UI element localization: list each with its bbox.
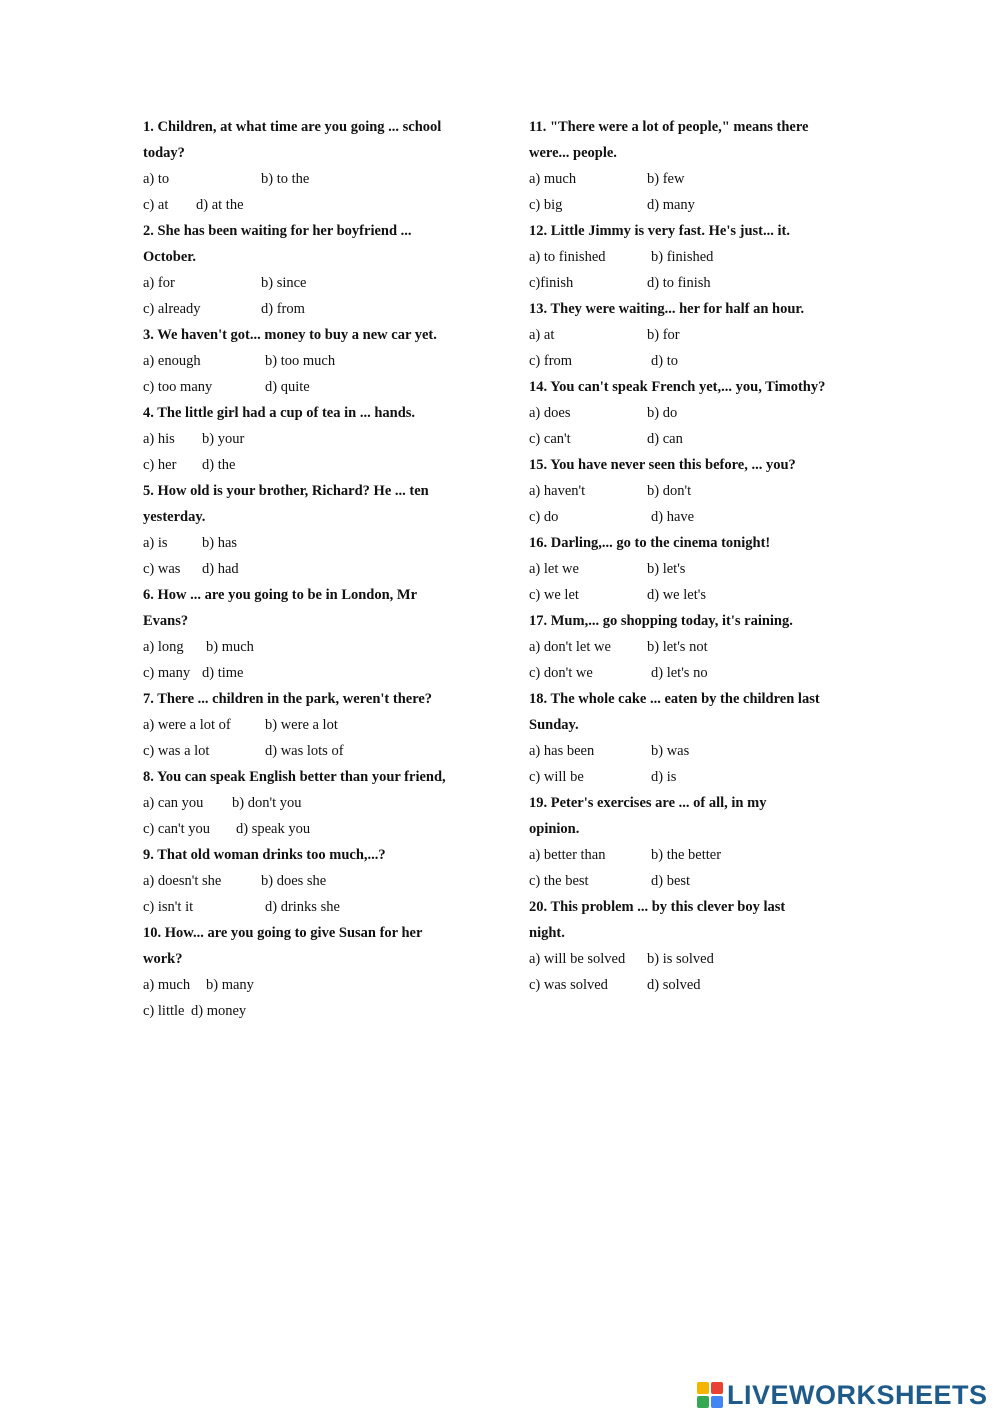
option-row [143, 998, 483, 1024]
option-row [143, 166, 483, 192]
option-row [529, 660, 859, 686]
answer-option[interactable]: c) was solved [529, 977, 608, 993]
answer-option[interactable]: c) was [143, 561, 181, 577]
answer-option[interactable]: d) is [651, 769, 677, 785]
option-row [529, 842, 859, 868]
answer-option[interactable]: a) does [529, 405, 571, 421]
answer-option[interactable]: a) will be solved [529, 951, 626, 967]
answer-option[interactable]: c) little [143, 1003, 185, 1019]
option-row [143, 634, 483, 660]
answer-option[interactable]: b) let's not [647, 639, 708, 655]
answer-option[interactable]: a) haven't [529, 483, 586, 499]
question-text: 9. That old woman drinks too much,...? [143, 847, 386, 863]
answer-option[interactable]: c) too many [143, 379, 213, 395]
answer-option[interactable]: d) solved [647, 977, 701, 993]
question-text: 15. You have never seen this before, ... you? [529, 457, 796, 473]
option-row [529, 634, 859, 660]
question-text: 13. They were waiting... her for half an hour. [529, 301, 805, 317]
option-row [143, 192, 483, 218]
option-row [143, 712, 483, 738]
answer-option[interactable]: a) much [143, 977, 191, 993]
question-text: 7. There ... children in the park, weren't there? [143, 691, 433, 707]
answer-option[interactable]: c) do [529, 509, 559, 525]
question-text: 6. How ... are you going to be in London, Mr [143, 587, 418, 603]
question-text: 18. The whole cake ... eaten by the children last [529, 691, 820, 707]
watermark-text: LIVEWORKSHEETS [727, 1379, 988, 1410]
answer-option[interactable]: d) time [202, 665, 244, 681]
question-text: 3. We haven't got... money to buy a new car yet. [143, 327, 437, 343]
answer-option[interactable]: a) his [143, 431, 175, 447]
option-row [143, 738, 483, 764]
answer-option[interactable]: a) to finished [529, 249, 606, 265]
answer-option[interactable]: c) at [143, 197, 169, 213]
answer-option[interactable]: c) will be [529, 769, 584, 785]
answer-option[interactable]: a) don't let we [529, 639, 611, 655]
question-text: yesterday. [143, 509, 206, 525]
answer-option[interactable]: c) her [143, 457, 177, 473]
answer-option[interactable]: a) at [529, 327, 555, 343]
answer-option[interactable]: b) much [206, 639, 254, 655]
answer-option[interactable]: b) finished [651, 249, 714, 265]
question-text: were... people. [529, 145, 617, 161]
answer-option[interactable]: a) better than [529, 847, 606, 863]
answer-option[interactable]: d) was lots of [265, 743, 344, 759]
question-text: today? [143, 145, 185, 161]
option-row [529, 192, 859, 218]
option-row [143, 972, 483, 998]
question-text: 19. Peter's exercises are ... of all, in my [529, 795, 767, 811]
answer-option[interactable]: b) has [202, 535, 238, 551]
answer-option[interactable]: d) we let's [647, 587, 706, 603]
question-text: 16. Darling,... go to the cinema tonight! [529, 535, 771, 551]
answer-option[interactable]: d) the [202, 457, 236, 473]
answer-option[interactable]: b) don't you [232, 795, 302, 811]
liveworksheets-watermark [697, 1378, 988, 1412]
option-row [143, 270, 483, 296]
question-text: 5. How old is your brother, Richard? He ... ten [143, 483, 429, 499]
answer-option[interactable]: d) have [651, 509, 695, 525]
question-text: work? [143, 951, 183, 967]
answer-option[interactable]: d) can [647, 431, 683, 447]
option-row [143, 816, 483, 842]
answer-option[interactable]: d) many [647, 197, 695, 213]
option-row [529, 166, 859, 192]
answer-option[interactable]: b) let's [647, 561, 686, 577]
option-row [529, 738, 859, 764]
answer-option[interactable]: a) much [529, 171, 577, 187]
right-column [529, 114, 859, 998]
option-row [529, 972, 859, 998]
question-text: Sunday. [529, 717, 579, 733]
question-text: 11. "There were a lot of people," means there [529, 119, 809, 135]
question-text: 10. How... are you going to give Susan for her [143, 925, 423, 941]
option-row [143, 894, 483, 920]
option-row [143, 296, 483, 322]
answer-option[interactable]: c) can't you [143, 821, 211, 837]
option-row [529, 426, 859, 452]
option-row [143, 348, 483, 374]
answer-option[interactable]: d) speak you [236, 821, 311, 837]
answer-option[interactable]: c) big [529, 197, 563, 213]
option-row [143, 530, 483, 556]
question-text: 20. This problem ... by this clever boy last [529, 899, 786, 915]
option-row [143, 660, 483, 686]
option-row [143, 790, 483, 816]
option-row [529, 400, 859, 426]
question-text: opinion. [529, 821, 580, 837]
answer-option[interactable]: a) to [143, 171, 170, 187]
option-row [529, 478, 859, 504]
answer-option[interactable]: d) from [261, 301, 305, 317]
option-row [529, 582, 859, 608]
answer-option[interactable]: b) does she [261, 873, 327, 889]
answer-option[interactable]: b) to the [261, 171, 310, 187]
option-row [529, 270, 859, 296]
answer-option[interactable]: b) for [647, 327, 680, 343]
answer-option[interactable]: b) the better [651, 847, 722, 863]
answer-option[interactable]: b) do [647, 405, 678, 421]
answer-option[interactable]: a) is [143, 535, 168, 551]
option-row [529, 322, 859, 348]
question-text: 8. You can speak English better than your friend, [143, 769, 446, 785]
answer-option[interactable]: b) since [261, 275, 307, 291]
answer-option[interactable]: c) many [143, 665, 191, 681]
answer-option[interactable]: d) best [651, 873, 691, 889]
liveworksheets-logo-icon [697, 1382, 723, 1408]
answer-option[interactable]: a) can you [143, 795, 204, 811]
answer-option[interactable]: d) at the [196, 197, 244, 213]
question-text: Evans? [143, 613, 189, 629]
answer-option[interactable]: b) was [651, 743, 690, 759]
option-row [529, 868, 859, 894]
option-row [143, 374, 483, 400]
answer-option[interactable]: c) already [143, 301, 201, 317]
answer-option[interactable]: b) your [202, 431, 245, 447]
answer-option[interactable]: c) don't we [529, 665, 593, 681]
answer-option[interactable]: c)finish [529, 275, 574, 291]
answer-option[interactable]: b) few [647, 171, 685, 187]
option-row [529, 348, 859, 374]
left-column [143, 114, 483, 1024]
question-text: night. [529, 925, 565, 941]
answer-option[interactable]: b) don't [647, 483, 692, 499]
answer-option[interactable]: d) drinks she [265, 899, 340, 915]
option-row [143, 868, 483, 894]
answer-option[interactable]: a) long [143, 639, 184, 655]
answer-option[interactable]: b) were a lot [265, 717, 338, 733]
question-text: 1. Children, at what time are you going ... school [143, 119, 442, 135]
answer-option[interactable]: d) let's no [651, 665, 708, 681]
question-text: October. [143, 249, 197, 265]
question-text: 14. You can't speak French yet,... you, Timothy? [529, 379, 826, 395]
question-text: 17. Mum,... go shopping today, it's raining. [529, 613, 793, 629]
option-row [529, 556, 859, 582]
answer-option[interactable]: d) to [651, 353, 678, 369]
question-text: 4. The little girl had a cup of tea in ... hands. [143, 405, 416, 421]
option-row [529, 504, 859, 530]
answer-option[interactable]: a) were a lot of [143, 717, 231, 733]
answer-option[interactable]: c) the best [529, 873, 589, 889]
answer-option[interactable]: a) let we [529, 561, 579, 577]
answer-option[interactable]: b) too much [265, 353, 336, 369]
answer-option[interactable]: b) is solved [647, 951, 714, 967]
answer-option[interactable]: d) money [191, 1003, 247, 1019]
answer-option[interactable]: d) quite [265, 379, 310, 395]
question-text: 2. She has been waiting for her boyfriend ... [143, 223, 412, 239]
answer-option[interactable]: d) had [202, 561, 239, 577]
answer-option[interactable]: a) for [143, 275, 175, 291]
answer-option[interactable]: a) enough [143, 353, 201, 369]
answer-option[interactable]: c) can't [529, 431, 571, 447]
answer-option[interactable]: c) isn't it [143, 899, 194, 915]
answer-option[interactable]: d) to finish [647, 275, 711, 291]
option-row [143, 452, 483, 478]
option-row [143, 426, 483, 452]
answer-option[interactable]: a) has been [529, 743, 595, 759]
option-row [529, 946, 859, 972]
answer-option[interactable]: c) from [529, 353, 573, 369]
answer-option[interactable]: c) we let [529, 587, 579, 603]
option-row [529, 244, 859, 270]
answer-option[interactable]: b) many [206, 977, 254, 993]
answer-option[interactable]: a) doesn't she [143, 873, 222, 889]
question-text: 12. Little Jimmy is very fast. He's just... it. [529, 223, 790, 239]
option-row [529, 764, 859, 790]
option-row [143, 556, 483, 582]
answer-option[interactable]: c) was a lot [143, 743, 210, 759]
